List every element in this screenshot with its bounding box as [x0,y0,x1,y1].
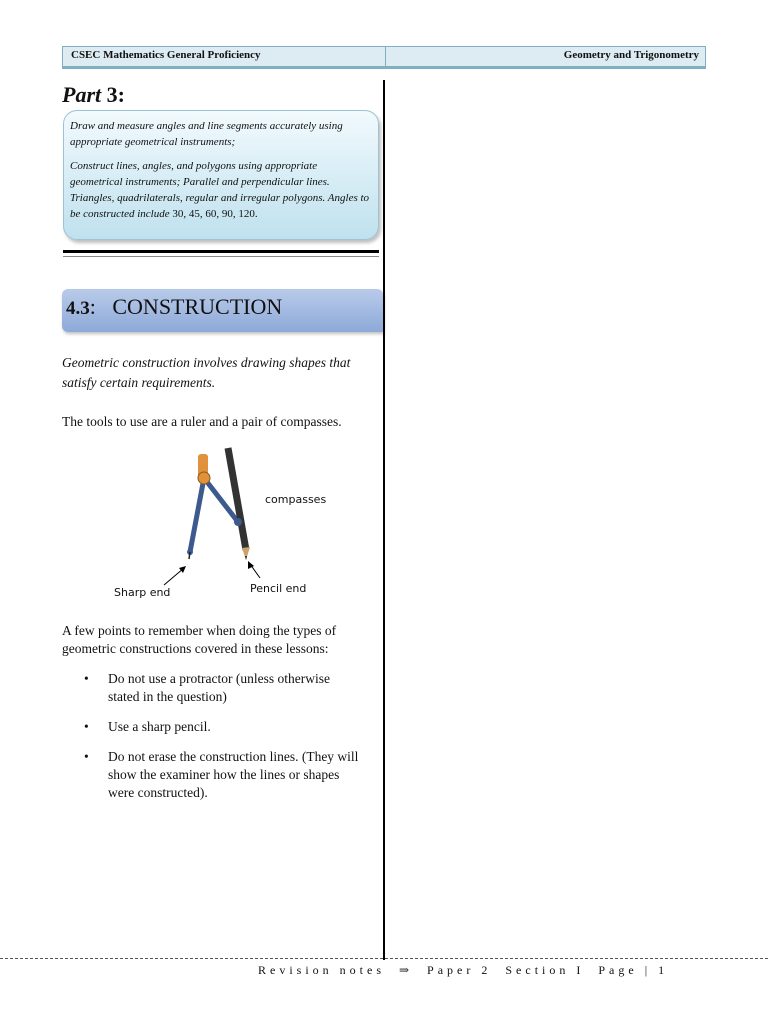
label-sharp-end: Sharp end [114,586,171,599]
header-course: CSEC Mathematics General Proficiency [63,47,386,66]
label-pencil-end: Pencil end [250,582,307,595]
list-item: • Do not erase the construction lines. (They will show the examiner how the lines or shapes were constructed). [84,748,364,802]
section-number: 4.3 [66,298,90,319]
list-item: • Use a sharp pencil. [84,718,364,736]
points-intro: A few points to remember when doing the types of geometric constructions covered in these lessons: [62,623,337,656]
objective-2 [70,158,370,222]
tools-paragraph: The tools to use are a ruler and a pair of compasses. [62,414,342,429]
section-heading [62,289,383,332]
part-number: 3: [106,82,125,107]
header-underline [62,67,706,69]
page-header [62,46,706,67]
compasses-figure [100,440,360,605]
tips-list [84,670,364,814]
objectives-callout [63,110,379,240]
objective-1: Draw and measure angles and line segments accurately using appropriate geometrical instruments; [70,120,343,148]
section-colon: : [89,294,96,319]
header-topic: Geometry and Trigonometry [563,49,699,61]
divider-rule-thick [63,250,379,253]
intro-paragraph: Geometric construction involves drawing shapes that satisfy certain requirements. [62,355,351,390]
part-label: Part [62,82,102,107]
part-title [62,82,125,108]
divider-rule-thin [63,256,379,257]
footer-rule [0,958,768,959]
compasses-illustration [100,440,360,605]
label-compasses: compasses [265,493,327,506]
list-item: • Do not use a protractor (unless otherwise stated in the question) [84,670,364,706]
objective-2-text: Construct lines, angles, and polygons using appropriate geometrical instruments; Parallel and perpendicular lines. Triangles, quadrilaterals, regular and irregular polygons. Angles to be constructed include [70,160,370,220]
column-divider [383,80,385,960]
page-footer: Revision notes ⇒ Paper 2 Section I Page | 1 [258,963,669,977]
section-title: CONSTRUCTION [112,294,283,319]
objective-2-angles: 30, 45, 60, 90, 120. [172,208,258,220]
